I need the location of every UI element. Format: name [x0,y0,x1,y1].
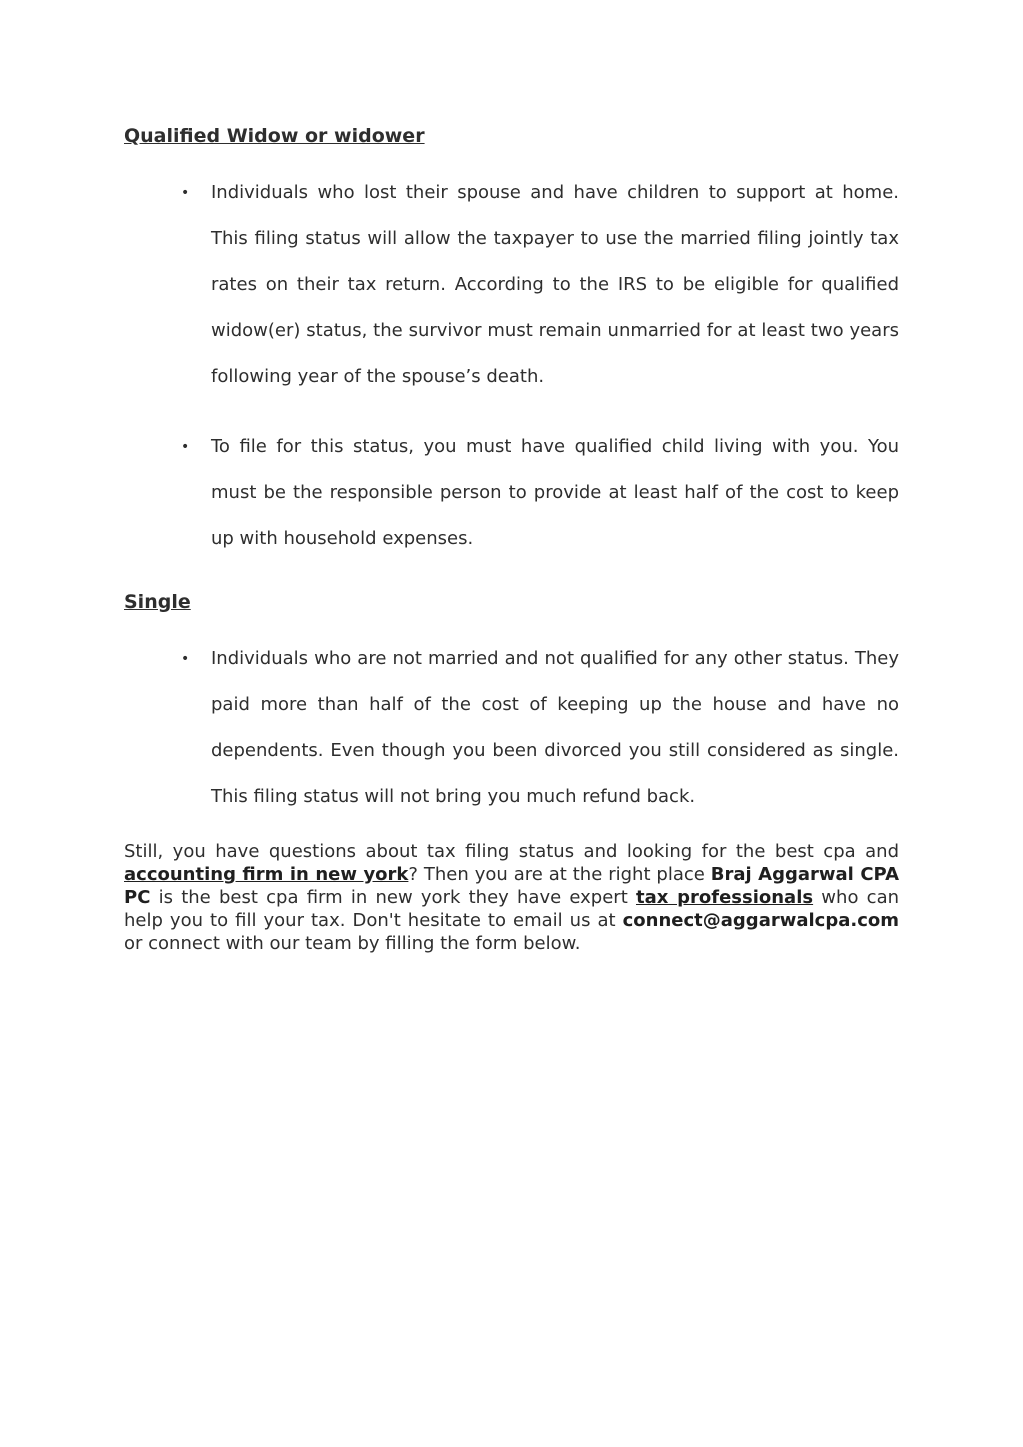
bullet-icon: • [181,651,190,667]
closing-text-5: or connect with our team by filling the form below. [124,933,581,954]
heading-single: Single [124,591,191,613]
single-list [124,636,899,820]
list-item-text: To file for this status, you must have qualified child living with you. You must be the responsible person to provide at least half of the cost to keep up with household expenses. [211,436,899,549]
bullet-icon: • [181,185,190,201]
tax-professionals-link[interactable]: tax professionals [635,887,814,908]
closing-paragraph [124,840,899,955]
bullet-icon: • [181,439,190,455]
closing-text-2: ? Then you are at the right place [408,864,711,885]
document-page [124,124,899,955]
closing-text-1: Still, you have questions about tax filing status and looking for the best cpa and [124,841,899,862]
list-item-text: Individuals who are not married and not qualified for any other status. They paid more than half of the cost of keeping up the house and have no dependents. Even though you been divorced you still considered as single. This filing status will not bring you much refund back. [211,648,899,807]
list-item [124,170,899,400]
qualified-widow-list [124,170,899,562]
accounting-firm-link[interactable]: accounting firm in new york [124,864,409,885]
list-item [124,424,899,562]
contact-email: connect@aggarwalcpa.com [622,910,899,931]
closing-text-3: is the best cpa firm in new york they have expert [150,887,636,908]
firm-name: Braj Aggarwal CPA PC [124,864,900,908]
closing-text-4: who can help you to fill your tax. Don't hesitate to email us at [124,887,900,931]
list-item-text: Individuals who lost their spouse and have children to support at home. This filing status will allow the taxpayer to use the married filing jointly tax rates on their tax return. According to the IRS to be eligible for qualified widow(er) status, the survivor must remain unmarried for at least two years following year of the spouse’s death. [211,182,899,387]
list-item [124,636,899,820]
heading-qualified-widow: Qualified Widow or widower [124,125,425,147]
